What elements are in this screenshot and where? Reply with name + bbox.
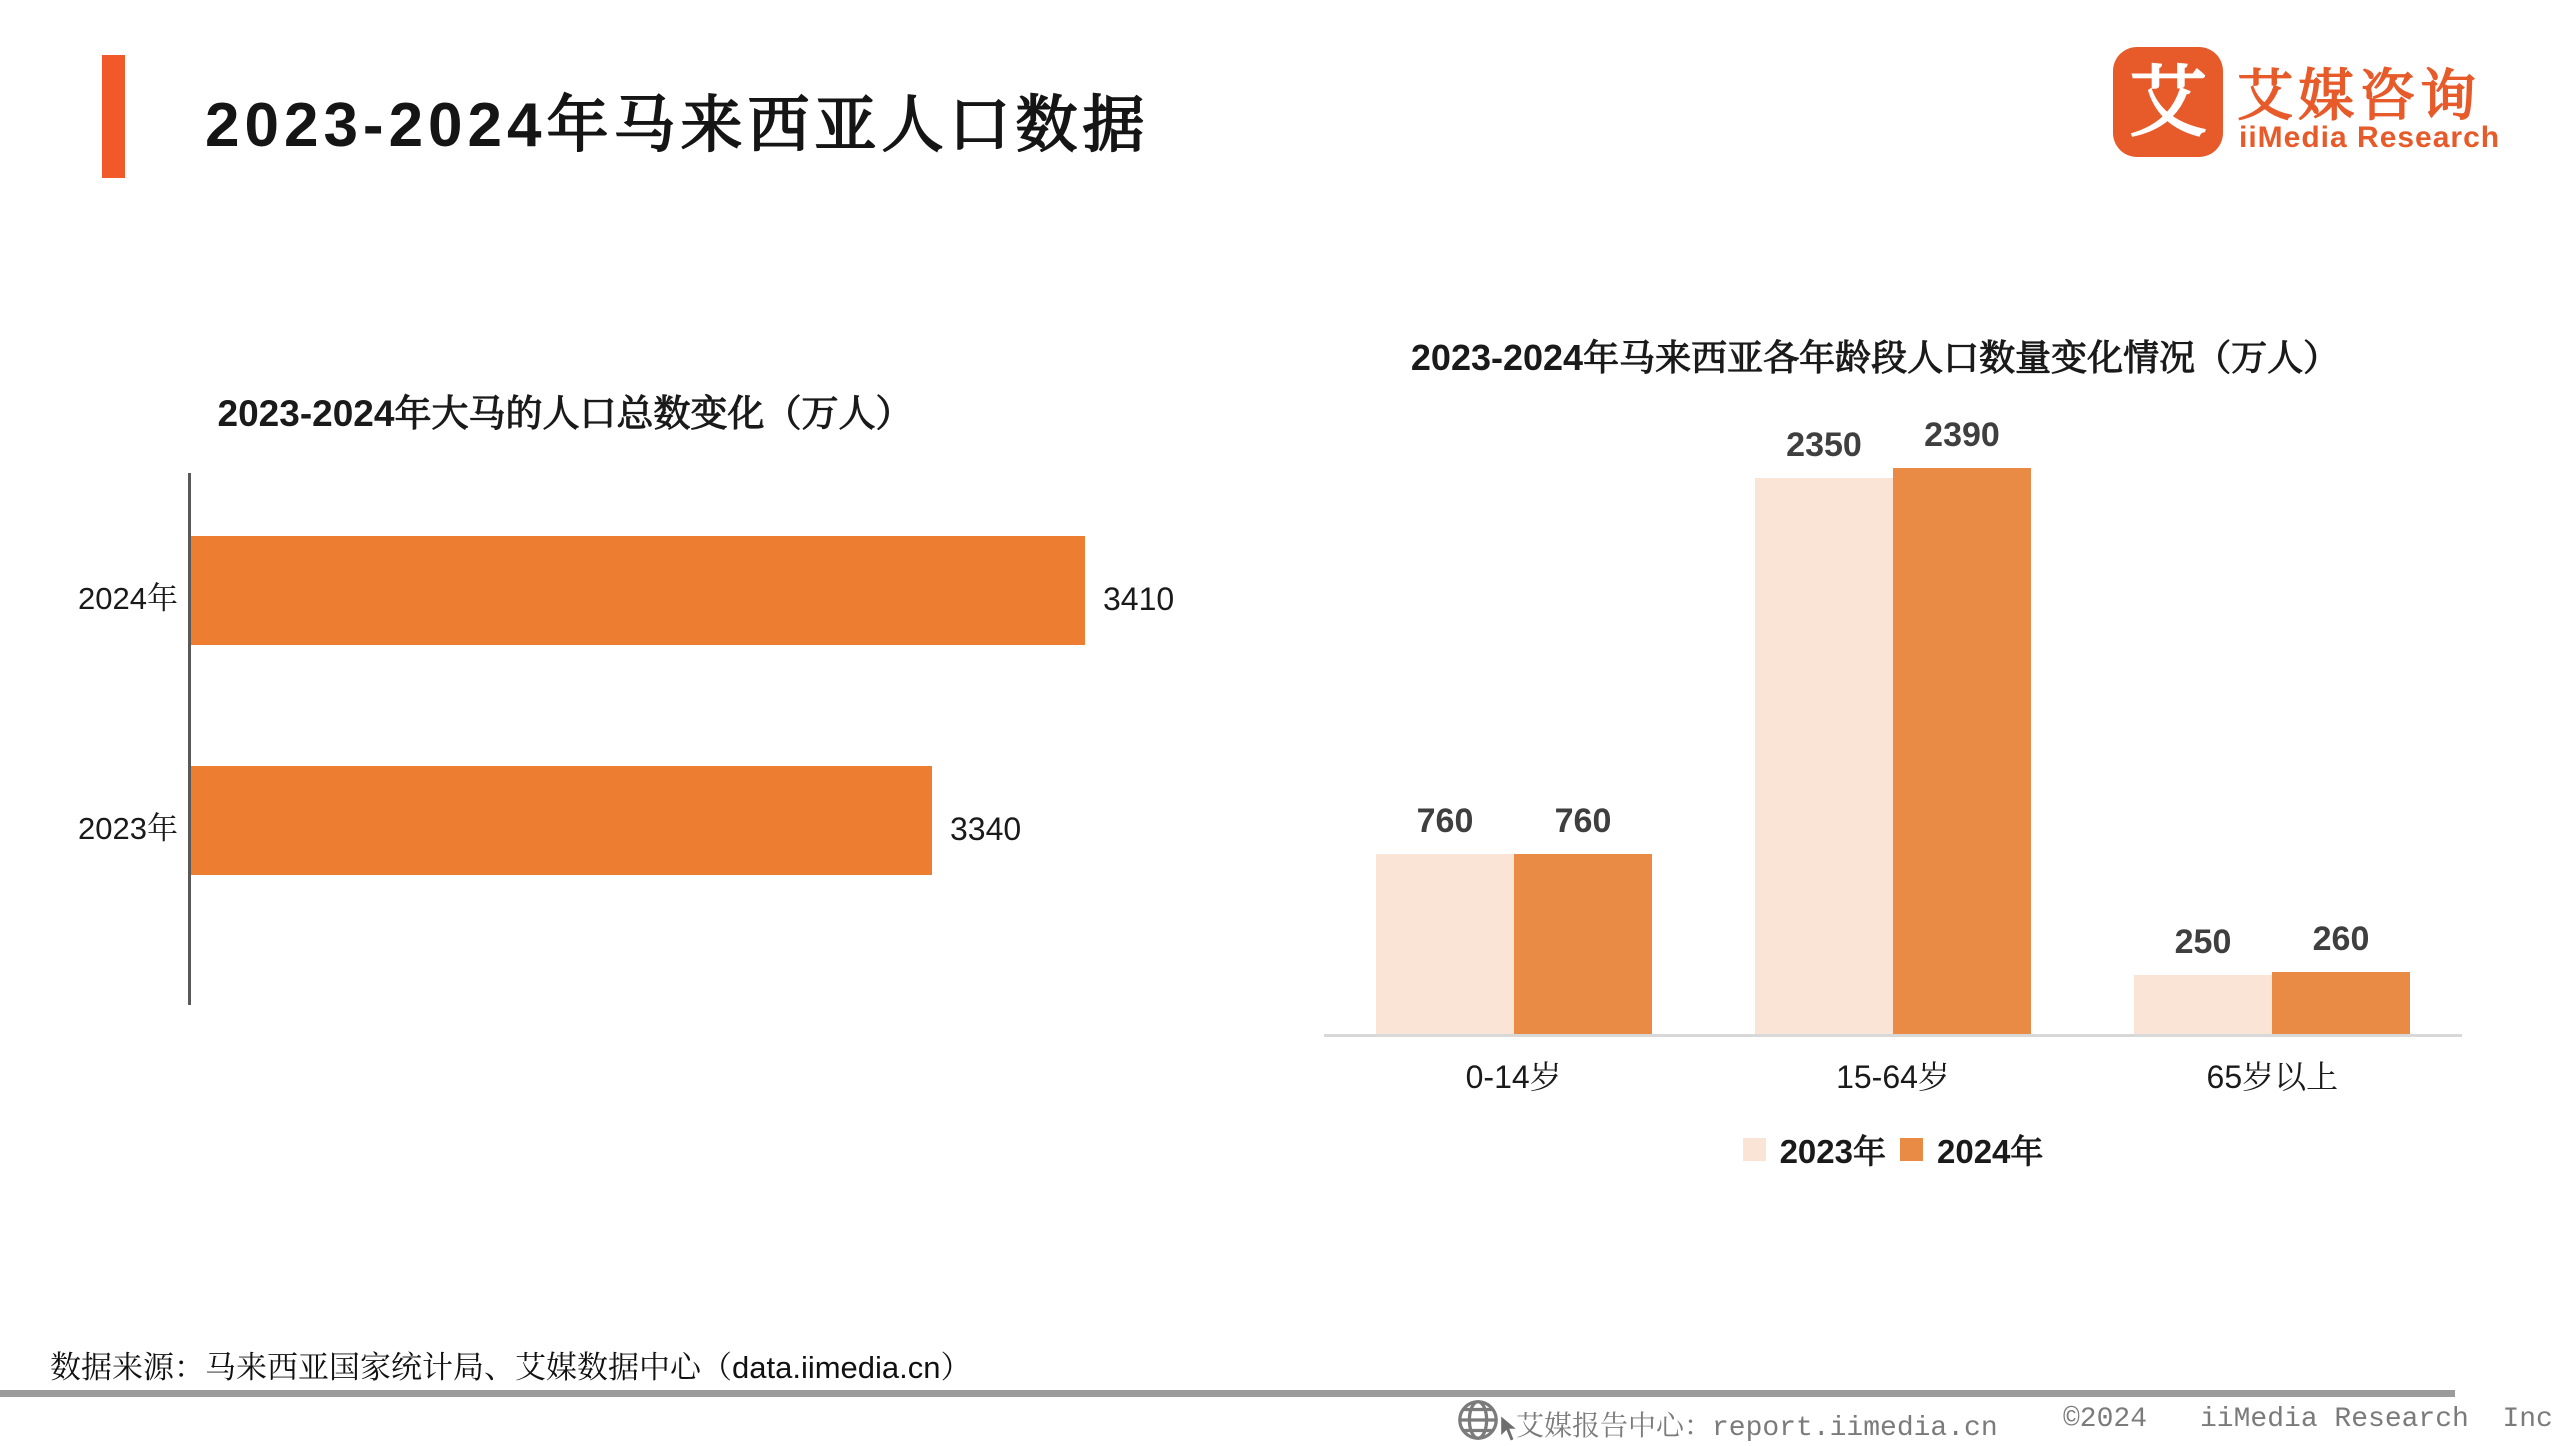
value-label-65岁以上-2024年: 260 [2312, 920, 2370, 958]
value-label-3340: 3340 [950, 810, 1022, 847]
legend-label-2023年: 2023年 [1779, 1133, 1886, 1170]
value-label-0-14岁-2023年: 760 [1416, 802, 1474, 840]
legend-swatch-2024年 [1900, 1138, 1923, 1161]
right-chart-title: 2023-2024年马来西亚各年龄段人口数量变化情况（万人） [1410, 337, 2340, 378]
legend-swatch-2023年 [1743, 1138, 1766, 1161]
category-label-0-14岁: 0-14岁 [1465, 1059, 1562, 1095]
category-label-2024年: 2024年 [78, 580, 178, 616]
bar-2023年 [191, 766, 932, 875]
value-label-15-64岁-2023年: 2350 [1786, 426, 1862, 464]
right-chart-x-axis [1324, 1034, 2462, 1037]
value-label-65岁以上-2023年: 250 [2174, 923, 2232, 961]
footer-report-center: 艾媒报告中心：report.iimedia.cn [1516, 1413, 1998, 1444]
bar-65岁以上-2024年 [2272, 972, 2410, 1034]
footer-copyright: ©2024 [2063, 1404, 2148, 1435]
data-source-note: 数据来源：马来西亚国家统计局、艾媒数据中心（data.iimedia.cn） [50, 1350, 972, 1385]
logo-brand-en: iiMedia Research [2239, 121, 2501, 154]
footer-divider [0, 1390, 2455, 1397]
logo-brand-cn: 艾媒咨询 [2237, 64, 2481, 127]
bar-15-64岁-2023年 [1755, 478, 1893, 1034]
bar-15-64岁-2024年 [1893, 468, 2031, 1034]
category-label-15-64岁: 15-64岁 [1836, 1059, 1950, 1095]
bar-2024年 [191, 536, 1085, 645]
page-title: 2023-2024年马来西亚人口数据 [205, 91, 1150, 160]
footer-company: iiMedia Research Inc [2200, 1404, 2553, 1435]
logo-glyph: 艾 [2128, 58, 2207, 146]
bar-65岁以上-2023年 [2134, 975, 2272, 1034]
title-accent-bar [102, 55, 125, 178]
legend-label-2024年: 2024年 [1937, 1133, 2044, 1170]
bar-0-14岁-2024年 [1514, 854, 1652, 1034]
value-label-3410: 3410 [1103, 580, 1175, 617]
category-label-65岁以上: 65岁以上 [2206, 1059, 2339, 1095]
value-label-15-64岁-2024年: 2390 [1924, 416, 2000, 454]
right-chart-legend [1324, 1126, 2462, 1173]
left-chart-title: 2023-2024年大马的人口总数变化（万人） [217, 393, 913, 434]
bar-0-14岁-2023年 [1376, 854, 1514, 1034]
value-label-0-14岁-2024年: 760 [1554, 802, 1612, 840]
category-label-2023年: 2023年 [78, 810, 178, 846]
iimedia-logo-icon [2113, 47, 2223, 157]
